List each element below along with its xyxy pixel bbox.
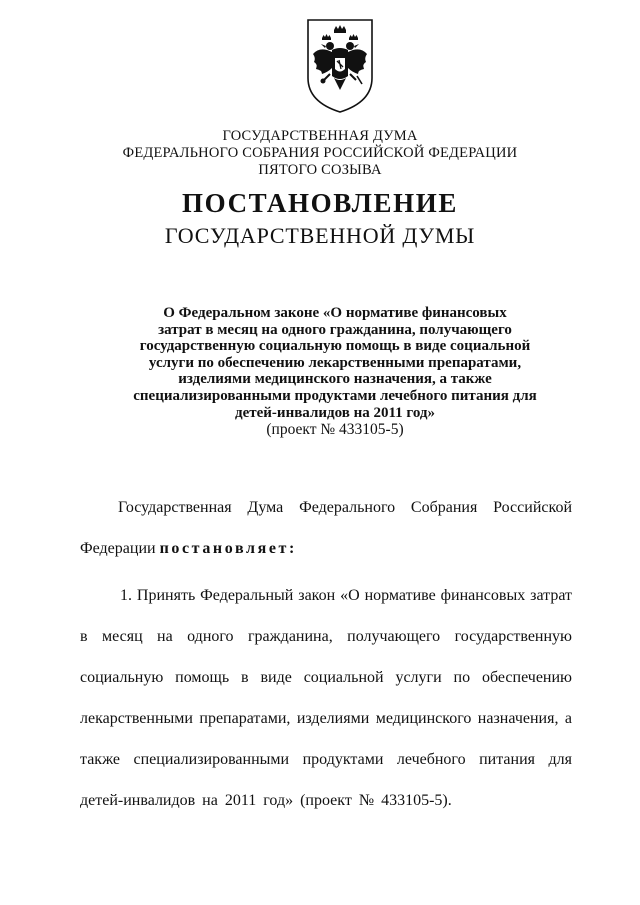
subject-line: затрат в месяц на одного гражданина, получающего <box>158 321 512 338</box>
item-line-last: детей-инвалидов на 2011 год» (проект № 433105-5). <box>80 792 452 809</box>
item-line: лекарственными препаратами, изделиями медицинского назначения, а <box>80 710 572 727</box>
project-number: (проект № 433105-5) <box>266 421 404 439</box>
item-line: 1. Принять Федеральный закон «О нормативе финансовых затрат <box>120 587 572 604</box>
item-line: также специализированными продуктами лечебного питания для <box>80 751 572 768</box>
preamble-line: Государственная Дума Федерального Собрания Российской <box>118 499 572 516</box>
subject-line: детей-инвалидов на 2011 год» <box>235 404 435 421</box>
item-1-paragraph <box>80 585 572 812</box>
preamble-federation: Федерации <box>80 540 160 557</box>
header-line-3: ПЯТОГО СОЗЫВА <box>258 162 382 178</box>
subject-line: государственную социальную помощь в виде социальной <box>139 338 531 355</box>
russian-coat-of-arms-icon <box>302 16 378 114</box>
resolution-verb: постановляет: <box>159 540 297 557</box>
preamble-paragraph <box>80 497 572 560</box>
document-title: ПОСТАНОВЛЕНИЕ <box>182 188 458 218</box>
issuer-header <box>0 128 640 179</box>
subject-line: О Федеральном законе «О нормативе финансовых <box>163 305 507 321</box>
document-subject <box>110 305 560 439</box>
header-line-1: ГОСУДАРСТВЕННАЯ ДУМА <box>222 128 418 144</box>
subject-line: специализированными продуктами лечебного питания для <box>133 387 537 404</box>
header-line-2: ФЕДЕРАЛЬНОГО СОБРАНИЯ РОССИЙСКОЙ ФЕДЕРАЦИИ <box>122 145 518 161</box>
subject-line: изделиями медицинского назначения, а также <box>178 371 492 388</box>
document-subtitle: ГОСУДАРСТВЕННОЙ ДУМЫ <box>164 223 476 248</box>
preamble-line <box>80 538 572 560</box>
subject-line: услуги по обеспечению лекарственными препаратами, <box>148 354 522 371</box>
item-line: в месяц на одного гражданина, получающего государственную <box>80 628 572 645</box>
item-line: социальную помощь в виде социальной услуги по обеспечению <box>80 669 572 686</box>
